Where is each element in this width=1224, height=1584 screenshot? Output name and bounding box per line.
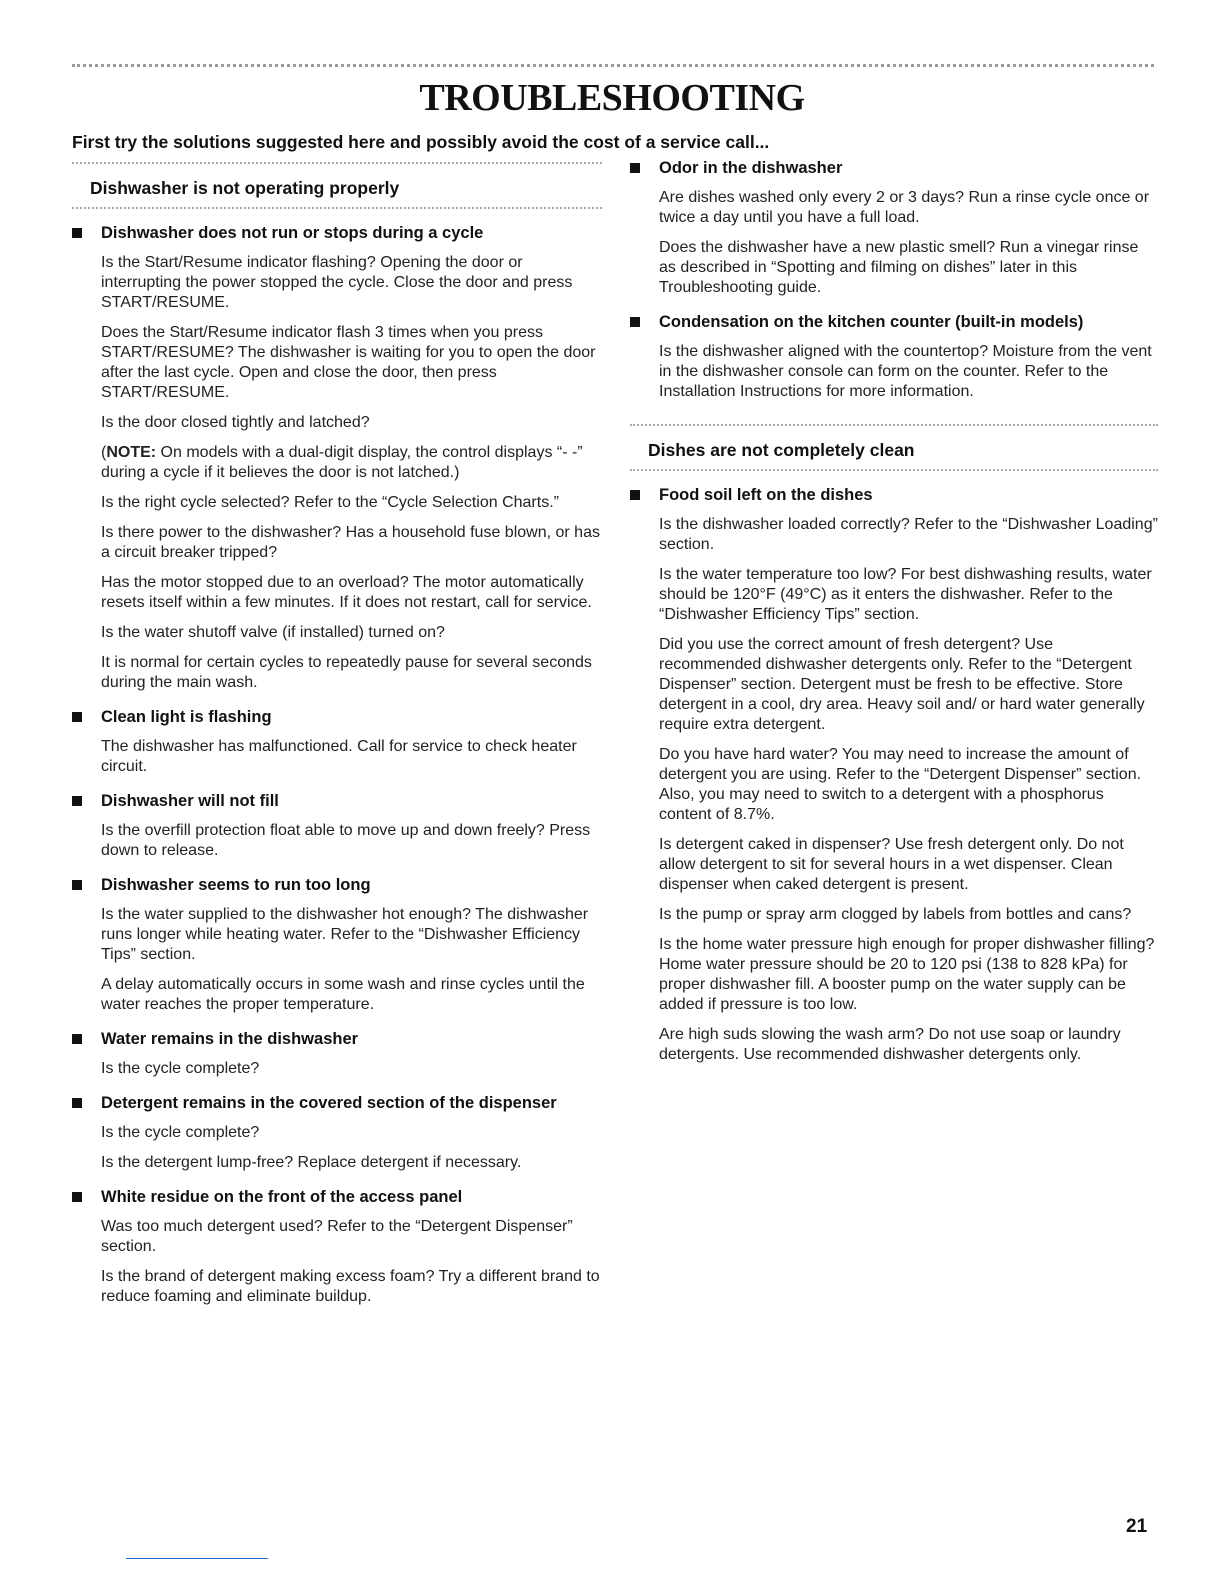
bullet-icon <box>72 228 82 238</box>
page-number: 21 <box>1126 1516 1148 1537</box>
bullet-icon <box>72 796 82 806</box>
issue-title: Food soil left on the dishes <box>659 486 873 504</box>
issue-text: Is the detergent lump-free? Replace detergent if necessary. <box>101 1154 522 1171</box>
page-subtitle: First try the solutions suggested here and possibly avoid the cost of a service call... <box>72 132 770 152</box>
issue-title: Dishwasher seems to run too long <box>101 876 371 894</box>
issue-text: Are dishes washed only every 2 or 3 days? Run a rinse cycle once or twice a day until you have a full load. <box>659 189 1150 226</box>
issue-text: It is normal for certain cycles to repeatedly pause for several seconds during the main wash. <box>101 654 592 691</box>
issue-title: Water remains in the dishwasher <box>101 1030 359 1048</box>
bullet-icon <box>72 712 82 722</box>
issue-text: Has the motor stopped due to an overload? The motor automatically resets itself within a few minutes. If it does not restart, call for service. <box>101 574 592 611</box>
issue-text: Is the right cycle selected? Refer to the “Cycle Selection Charts.” <box>101 494 559 511</box>
bullet-icon <box>630 163 640 173</box>
section-divider <box>72 207 602 209</box>
issue-text: Is the door closed tightly and latched? <box>101 414 370 431</box>
issue-text: Is the dishwasher loaded correctly? Refer to the “Dishwasher Loading” section. <box>659 516 1158 553</box>
issue-text: Is there power to the dishwasher? Has a household fuse blown, or has a circuit breaker tripped? <box>101 524 600 561</box>
note-label: NOTE: <box>106 444 157 461</box>
issue-text: A delay automatically occurs in some wash and rinse cycles until the water reaches the proper temperature. <box>101 976 585 1013</box>
issue-item <box>72 875 602 1015</box>
bullet-icon <box>72 1034 82 1044</box>
section-divider <box>630 469 1158 471</box>
bullet-icon <box>72 880 82 890</box>
issue-text: Is the water temperature too low? For best dishwashing results, water should be 120°F (49°C) as it enters the dishwasher. Refer to the “Dishwasher Efficiency Tips” section. <box>659 566 1152 623</box>
issue-title: Odor in the dishwasher <box>659 159 843 177</box>
issue-text: Is the pump or spray arm clogged by labels from bottles and cans? <box>659 906 1132 923</box>
issue-text: Do you have hard water? You may need to increase the amount of detergent you are using. Refer to the “Detergent Dispenser” section. Also, you may need to switch to a detergent with a phosphorus content of 8.7%. <box>659 746 1142 823</box>
issue-text: Is the cycle complete? <box>101 1124 260 1141</box>
issue-text: Does the dishwasher have a new plastic smell? Run a vinegar rinse as described in “Spotting and filming on dishes” later in this Troubleshooting guide. <box>659 239 1139 296</box>
issue-item <box>72 791 602 861</box>
bullet-icon <box>630 317 640 327</box>
issue-text: The dishwasher has malfunctioned. Call for service to check heater circuit. <box>101 738 577 775</box>
issue-title: Clean light is flashing <box>101 708 272 726</box>
bullet-icon <box>72 1192 82 1202</box>
issue-item <box>630 312 1158 402</box>
issue-item <box>630 485 1158 1065</box>
issue-text: Are high suds slowing the wash arm? Do not use soap or laundry detergents. Use recommended dishwasher detergents only. <box>659 1026 1121 1063</box>
issue-title: Condensation on the kitchen counter (built-in models) <box>659 313 1084 331</box>
issue-text: Is the water shutoff valve (if installed) turned on? <box>101 624 445 641</box>
issue-text: Is the brand of detergent making excess foam? Try a different brand to reduce foaming and eliminate buildup. <box>101 1268 600 1305</box>
section-title: Dishes are not completely clean <box>648 440 915 460</box>
section-header <box>72 158 602 209</box>
bottom-rule <box>126 1558 268 1559</box>
top-dotted-rule <box>72 64 1154 67</box>
issue-item <box>72 1187 602 1307</box>
issue-text: Is the cycle complete? <box>101 1060 260 1077</box>
issue-text: Was too much detergent used? Refer to the “Detergent Dispenser” section. <box>101 1218 573 1255</box>
issue-text: Did you use the correct amount of fresh detergent? Use recommended dishwasher detergents only. Refer to the “Detergent Dispenser” section. Detergent must be fresh to be effective. Store detergent in a cool, dry area. Heavy soil and/ or hard water generally require extra detergent. <box>659 636 1145 733</box>
issue-text: Does the Start/Resume indicator flash 3 times when you press START/RESUME? The dishwasher is waiting for you to open the door after the last cycle. Open and close the door, then press START/RESUME. <box>101 324 596 401</box>
issue-text: Is the dishwasher aligned with the countertop? Moisture from the vent in the dishwasher console can form on the counter. Refer to the Installation Instructions for more information. <box>659 343 1152 400</box>
issue-text: Is the Start/Resume indicator flashing? Opening the door or interrupting the power stopped the cycle. Close the door and press START/RESUME. <box>101 254 573 311</box>
issue-item <box>72 1029 602 1079</box>
issue-item <box>72 707 602 777</box>
bullet-icon <box>72 1098 82 1108</box>
issue-item <box>72 223 602 693</box>
bullet-icon <box>630 490 640 500</box>
issue-text: Is the overfill protection float able to move up and down freely? Press down to release. <box>101 822 591 859</box>
issue-title: Dishwasher does not run or stops during a cycle <box>101 224 484 242</box>
issue-text: Is detergent caked in dispenser? Use fresh detergent only. Do not allow detergent to sit for several hours in a wet dispenser. Clean dispenser when caked detergent is present. <box>659 836 1124 893</box>
note-text: (NOTE: On models with a dual-digit display, the control displays “- -” during a cycle if it believes the door is not latched.) <box>101 444 583 481</box>
issue-text: Is the water supplied to the dishwasher hot enough? The dishwasher runs longer while heating water. Refer to the “Dishwasher Efficiency Tips” section. <box>101 906 589 963</box>
issue-text: Is the home water pressure high enough for proper dishwasher filling? Home water pressure should be 20 to 120 psi (138 to 828 kPa) for proper dishwasher fill. A booster pump on the water supply can be added if pressure is too low. <box>659 936 1155 1013</box>
issue-title: Dishwasher will not fill <box>101 792 279 810</box>
issue-title: White residue on the front of the access panel <box>101 1188 463 1206</box>
section-header <box>630 420 1158 471</box>
issue-title: Detergent remains in the covered section of the dispenser <box>101 1094 557 1112</box>
issue-item <box>72 1093 602 1173</box>
issue-item <box>630 158 1158 298</box>
page-title: TROUBLESHOOTING <box>419 77 805 119</box>
left-column <box>72 158 602 1307</box>
section-title: Dishwasher is not operating properly <box>90 178 400 198</box>
right-column <box>630 158 1158 1065</box>
